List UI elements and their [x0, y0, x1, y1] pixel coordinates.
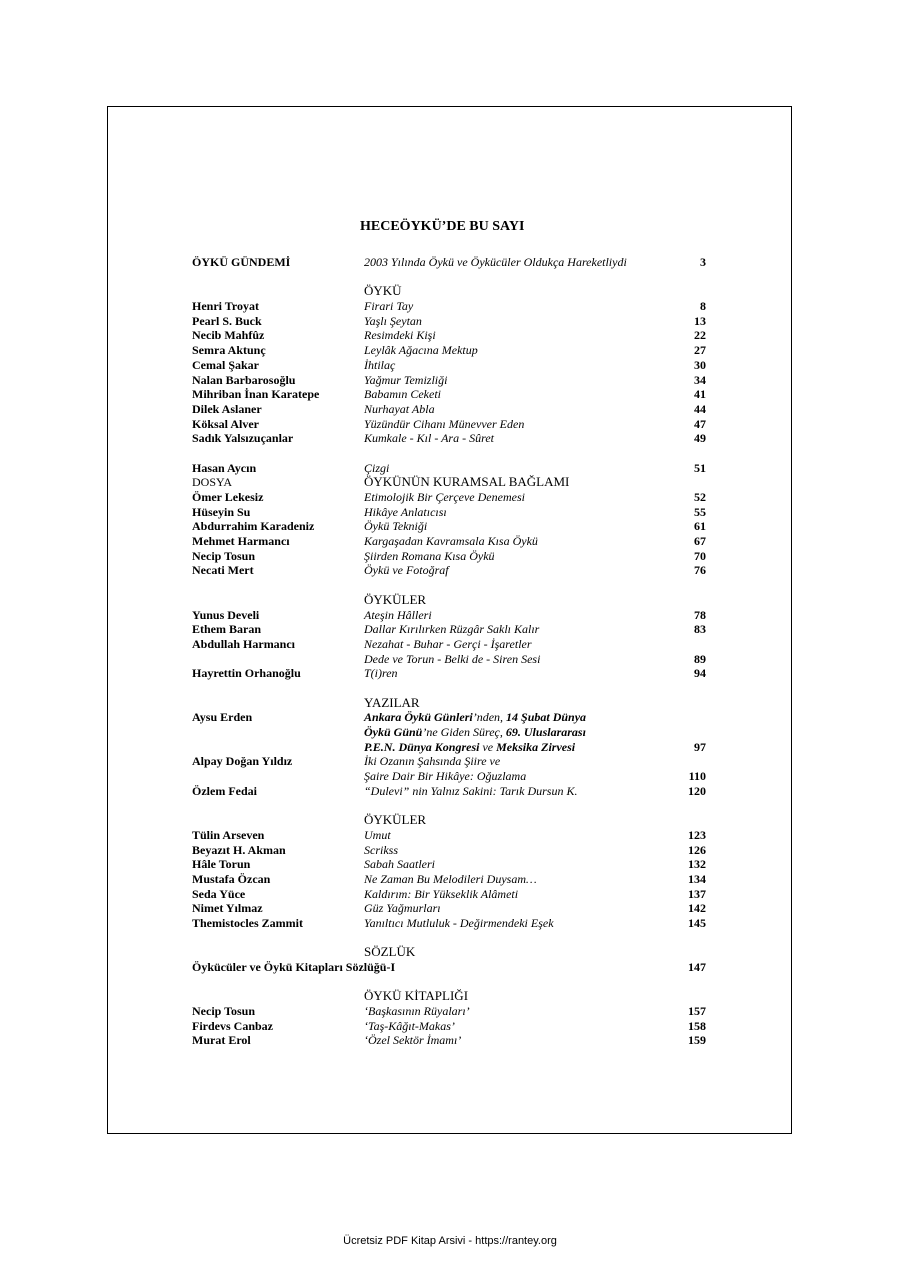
toc-page: 41	[694, 387, 706, 402]
toc-title: Ne Zaman Bu Melodileri Duysam…	[364, 871, 537, 886]
toc-page: 159	[688, 1033, 706, 1048]
toc-row	[192, 490, 712, 505]
toc-author: Murat Erol	[192, 1033, 251, 1048]
toc-author: Necati Mert	[192, 563, 254, 578]
toc-title: Yanıltıcı Mutluluk - Değirmendeki Eşek	[364, 915, 554, 930]
section-heading-yazilar	[192, 696, 712, 711]
toc-title: Ateşin Hâlleri	[364, 607, 432, 622]
toc-row	[192, 534, 712, 549]
toc-author: Abdullah Harmancı	[192, 636, 296, 651]
toc-row	[192, 328, 712, 343]
toc-author: Sadık Yalsızuçanlar	[192, 431, 294, 446]
toc-row	[192, 828, 712, 843]
toc-title: Güz Yağmurları	[364, 901, 441, 916]
toc-row	[192, 505, 712, 520]
toc-author: Seda Yüce	[192, 886, 246, 901]
toc-row-alpay	[192, 754, 712, 769]
toc-row-alpay-2	[192, 769, 712, 784]
toc-page: 142	[688, 901, 706, 916]
section-heading-dosya	[192, 475, 712, 490]
toc-author: Köksal Alver	[192, 416, 260, 431]
toc-row	[192, 563, 712, 578]
toc-page: 61	[694, 519, 706, 534]
toc-title: “Dulevi” nin Yalnız Sakini: Tarık Dursun K.	[364, 783, 578, 798]
toc-row	[192, 343, 712, 358]
section-heading: YAZILAR	[364, 694, 420, 710]
toc-title: P.E.N. Dünya Kongresi ve Meksika Zirvesi	[364, 739, 576, 754]
toc-row	[192, 373, 712, 388]
toc-title: İhtilaç	[364, 357, 396, 372]
toc-author: Mihriban İnan Karatepe	[192, 387, 320, 402]
section-heading: ÖYKÜLER	[364, 591, 427, 607]
dosya-list	[192, 490, 712, 578]
toc-title: Nezahat - Buhar - Gerçi - İşaretler	[364, 636, 532, 651]
toc-title: Babamın Ceketi	[364, 387, 441, 402]
toc-title: Etimolojik Bir Çerçeve Denemesi	[364, 490, 525, 504]
toc-page: 13	[694, 313, 706, 328]
toc-page: 55	[694, 504, 706, 519]
toc-page: 70	[694, 548, 706, 563]
toc-author: Mehmet Harmancı	[192, 534, 290, 549]
toc-author: Necip Tosun	[192, 1004, 256, 1019]
toc-page: 126	[688, 842, 706, 857]
toc-page: 34	[694, 372, 706, 387]
toc-author: Ömer Lekesiz	[192, 490, 264, 504]
toc-page: 30	[694, 357, 706, 372]
toc-author: Nalan Barbarosoğlu	[192, 372, 296, 387]
toc-title: Leylâk Ağacına Mektup	[364, 343, 478, 358]
toc-author: Aysu Erden	[192, 710, 253, 725]
toc-row	[192, 1004, 712, 1019]
toc-row	[192, 901, 712, 916]
section-heading: ÖYKÜ	[364, 283, 402, 299]
oykuler1-list	[192, 608, 712, 681]
toc-title: Hikâye Anlatıcısı	[364, 504, 447, 519]
toc-page: 137	[688, 886, 706, 901]
toc-row	[192, 872, 712, 887]
toc-section-label: ÖYKÜ GÜNDEMİ	[192, 255, 291, 269]
kitapligi-list	[192, 1004, 712, 1048]
toc-row-sozluk	[192, 960, 712, 975]
toc-page: 145	[688, 915, 706, 930]
toc-author: Pearl S. Buck	[192, 313, 262, 328]
toc-page: 67	[694, 534, 706, 549]
toc-title: Dallar Kırılırken Rüzgâr Saklı Kalır	[364, 622, 540, 637]
section-heading: ÖYKÜNÜN KURAMSAL BAĞLAMI	[364, 474, 570, 490]
toc-row	[192, 916, 712, 931]
toc-title: Nurhayat Abla	[364, 401, 435, 416]
toc-row	[192, 299, 712, 314]
toc-row	[192, 843, 712, 858]
toc-page: 51	[694, 460, 706, 475]
toc-author: Hayrettin Orhanoğlu	[192, 666, 301, 681]
toc-row	[192, 1033, 712, 1048]
toc-title: Çizgi	[364, 460, 390, 475]
toc-row	[192, 666, 712, 681]
toc-page: 158	[688, 1018, 706, 1033]
table-of-contents	[192, 255, 712, 1048]
toc-row	[192, 549, 712, 564]
toc-row	[192, 431, 712, 446]
toc-row	[192, 637, 712, 652]
toc-row	[192, 314, 712, 329]
toc-title: Scrikss	[364, 842, 398, 857]
toc-author: Hâle Torun	[192, 857, 251, 872]
toc-title: Öykü Tekniği	[364, 519, 428, 534]
toc-author: Hüseyin Su	[192, 504, 251, 519]
toc-page: 134	[688, 871, 706, 886]
toc-row	[192, 1019, 712, 1034]
toc-title: Umut	[364, 827, 391, 842]
toc-title: Yağmur Temizliği	[364, 372, 448, 387]
toc-row	[192, 608, 712, 623]
toc-author: Tülin Arseven	[192, 827, 265, 842]
toc-row	[192, 402, 712, 417]
toc-row-aysu-2	[192, 725, 712, 740]
toc-title: Yüzündür Cihanı Münevver Eden	[364, 416, 525, 431]
toc-title: Firari Tay	[364, 299, 414, 314]
toc-title: Ankara Öykü Günleri’nden, 14 Şubat Dünya	[364, 710, 587, 725]
toc-title: ‘Özel Sektör İmamı’	[364, 1033, 462, 1048]
toc-author: Cemal Şakar	[192, 357, 259, 372]
toc-title: Yaşlı Şeytan	[364, 313, 422, 328]
toc-page: 3	[700, 255, 706, 269]
toc-author: Mustafa Özcan	[192, 871, 271, 886]
toc-row	[192, 622, 712, 637]
toc-title: T(i)ren	[364, 666, 398, 681]
section-heading-kitapligi	[192, 989, 712, 1004]
toc-row	[192, 358, 712, 373]
toc-author: Themistocles Zammit	[192, 915, 303, 930]
toc-page: 27	[694, 343, 706, 358]
toc-title: Sabah Saatleri	[364, 857, 435, 872]
toc-title: Kargaşadan Kavramsala Kısa Öykü	[364, 534, 538, 549]
oyku-list	[192, 299, 712, 446]
toc-title: İki Ozanın Şahsında Şiire ve	[364, 754, 501, 769]
toc-row	[192, 417, 712, 432]
toc-row	[192, 857, 712, 872]
toc-title: Şaire Dair Bir Hikâye: Oğuzlama	[364, 769, 527, 784]
toc-row-ozlem	[192, 784, 712, 799]
toc-page: 147	[688, 960, 706, 974]
toc-author: Yunus Develi	[192, 607, 260, 622]
toc-page: 89	[694, 651, 706, 666]
toc-title: Öykücüler ve Öykü Kitapları Sözlüğü-I	[192, 960, 396, 974]
oykuler2-list	[192, 828, 712, 931]
section-heading: ÖYKÜ KİTAPLIĞI	[364, 988, 469, 1004]
toc-author: Semra Aktunç	[192, 343, 266, 358]
toc-page: 94	[694, 666, 706, 681]
toc-page: 123	[688, 827, 706, 842]
toc-author: Henri Troyat	[192, 299, 259, 314]
section-heading: SÖZLÜK	[364, 944, 416, 960]
toc-row	[192, 519, 712, 534]
toc-page: 83	[694, 622, 706, 637]
toc-page: 8	[700, 299, 706, 314]
toc-title: ‘Taş-Kâğıt-Makas’	[364, 1018, 455, 1033]
toc-page: 78	[694, 607, 706, 622]
toc-page: 157	[688, 1004, 706, 1019]
toc-row-gundem	[192, 255, 712, 270]
toc-title: Öykü Günü’ne Giden Süreç, 69. Uluslararası	[364, 725, 586, 739]
toc-page: 49	[694, 431, 706, 446]
section-heading-oyku	[192, 284, 712, 299]
toc-page: 120	[688, 783, 706, 798]
toc-author: Nimet Yılmaz	[192, 901, 263, 916]
section-heading-oykuler-2	[192, 813, 712, 828]
toc-title: ‘Başkasının Rüyaları’	[364, 1004, 470, 1019]
toc-row-aysu	[192, 710, 712, 725]
page-title: HECEÖYKÜ’DE BU SAYI	[360, 219, 525, 234]
toc-page: 44	[694, 401, 706, 416]
toc-author: Dilek Aslaner	[192, 401, 262, 416]
toc-title: Kumkale - Kıl - Ara - Sûret	[364, 431, 494, 446]
footer-text: Ücretsiz PDF Kitap Arsivi - https://rantey.org	[343, 1235, 557, 1247]
toc-page: 52	[694, 490, 706, 504]
toc-row	[192, 387, 712, 402]
toc-row-aysu-3	[192, 740, 712, 755]
toc-page: 76	[694, 563, 706, 578]
toc-title: Kaldırım: Bir Yükseklik Alâmeti	[364, 886, 519, 901]
toc-author: Ethem Baran	[192, 622, 261, 637]
toc-page: 47	[694, 416, 706, 431]
toc-author: Firdevs Canbaz	[192, 1018, 273, 1033]
toc-author: Abdurrahim Karadeniz	[192, 519, 315, 534]
dosya-label: DOSYA	[192, 475, 233, 490]
toc-author: Özlem Fedai	[192, 783, 257, 798]
toc-page: 110	[688, 769, 706, 784]
toc-row	[192, 887, 712, 902]
section-heading: ÖYKÜLER	[364, 812, 427, 828]
section-heading-sozluk	[192, 945, 712, 960]
toc-author: Necib Mahfûz	[192, 328, 265, 343]
toc-row-cizgi	[192, 461, 712, 476]
toc-page: 132	[688, 857, 706, 872]
toc-author: Necip Tosun	[192, 548, 256, 563]
toc-author: Beyazıt H. Akman	[192, 842, 286, 857]
toc-title: Öykü ve Fotoğraf	[364, 563, 449, 578]
toc-title: Resimdeki Kişi	[364, 328, 436, 343]
toc-page: 22	[694, 328, 706, 343]
toc-author: Alpay Doğan Yıldız	[192, 754, 293, 769]
toc-page: 97	[694, 739, 706, 754]
toc-title: Şiirden Romana Kısa Öykü	[364, 548, 495, 563]
section-heading-oykuler-1	[192, 593, 712, 608]
toc-title: 2003 Yılında Öykü ve Öykücüler Oldukça Hareketliydi	[364, 255, 627, 269]
toc-author: Hasan Aycın	[192, 460, 257, 475]
toc-row	[192, 652, 712, 667]
toc-title: Dede ve Torun - Belki de - Siren Sesi	[364, 651, 541, 666]
